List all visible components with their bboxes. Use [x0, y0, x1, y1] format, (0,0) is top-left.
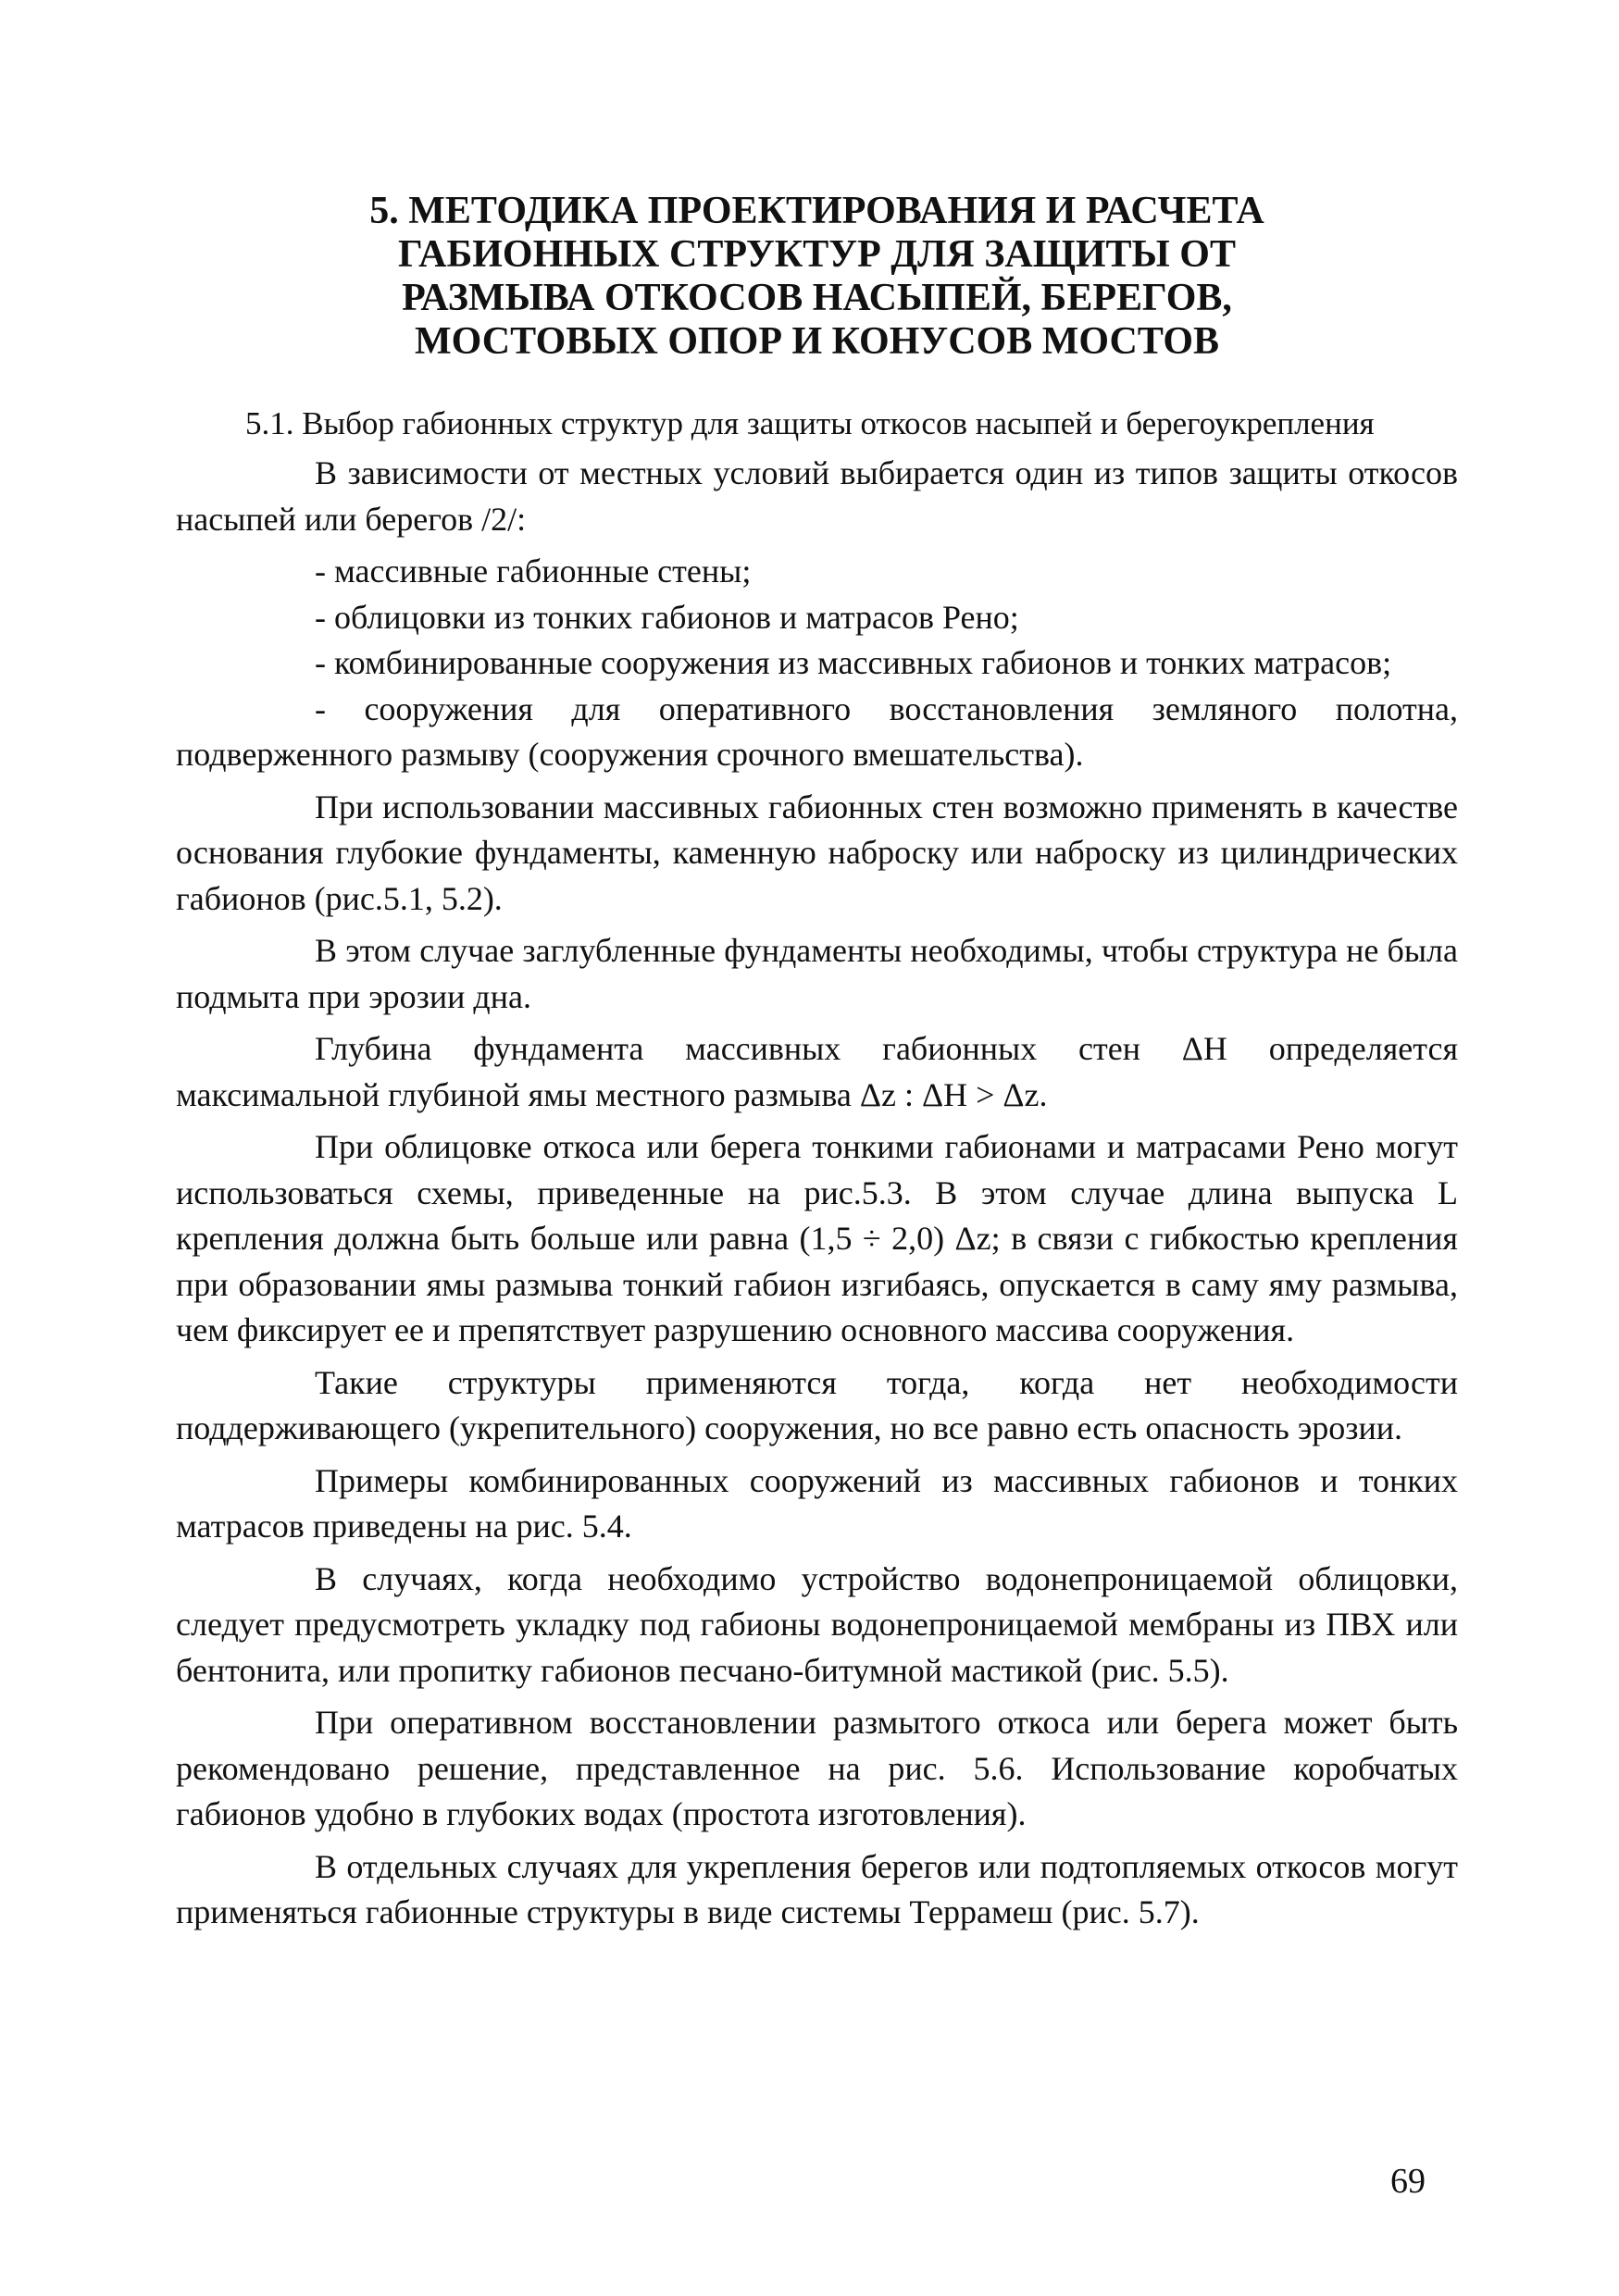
list-item: - массивные габионные стены;	[315, 552, 752, 590]
page-content	[176, 190, 1458, 2272]
heading-line: РАЗМЫВА ОТКОСОВ НАСЫПЕЙ, БЕРЕГОВ,	[402, 277, 1232, 319]
paragraph: В зависимости от местных условий выбирается один из типов защиты откосов насыпей или берегов /2/:	[176, 454, 1458, 538]
paragraph: В случаях, когда необходимо устройство водонепроницаемой облицовки, следует предусмотреть укладку под габионы водонепроницаемой мембраны из ПВХ или бентонита, или пропитку габионов песчано-битумной мастикой (рис. 5.5).	[176, 1559, 1458, 1689]
paragraph: В этом случае заглубленные фундаменты необходимы, чтобы структура не была подмыта при эрозии дна.	[176, 932, 1458, 1015]
page-number: 69	[1390, 2162, 1426, 2201]
heading-line: 5. МЕТОДИКА ПРОЕКТИРОВАНИЯ И РАСЧЕТА	[369, 190, 1264, 232]
paragraph: В отдельных случаях для укрепления берегов или подтопляемых откосов могут применяться габионные структуры в виде системы Террамеш (рис. 5.7).	[176, 1847, 1458, 1930]
subsection-title: 5.1. Выбор габионных структур для защиты откосов насыпей и берегоукрепления	[245, 405, 1375, 441]
paragraph: При использовании массивных габионных стен возможно применять в качестве основания глубокие фундаменты, каменную наброску или наброску из цилиндрических габионов (рис.5.1, 5.2).	[176, 788, 1458, 917]
paragraph: При оперативном восстановлении размытого откоса или берега может быть рекомендовано решение, представленное на рис. 5.6. Использование коробчатых габионов удобно в глубоких водах (простота изготовления).	[176, 1704, 1458, 1832]
list-item: - комбинированные сооружения из массивных габионов и тонких матрасов;	[315, 644, 1392, 681]
section-heading	[176, 190, 1458, 364]
list-item: - облицовки из тонких габионов и матрасов Рено;	[315, 598, 1019, 636]
paragraph: Глубина фундамента массивных габионных стен ΔH определяется максимальной глубиной ямы местного размыва Δz : ΔH > Δz.	[176, 1030, 1458, 1113]
paragraph: При облицовке откоса или берега тонкими габионами и матрасами Рено могут использоваться схемы, приведенные на рис.5.3. В этом случае длина выпуска L крепления должна быть больше или равна (1,5 ÷ 2,0) Δz; в связи с гибкостью крепления при образовании ямы размыва тонкий габион изгибаясь, опускается в саму яму размыва, чем фиксирует ее и препятствует разрушению основного массива сооружения.	[176, 1128, 1458, 1348]
heading-line: ГАБИОННЫХ СТРУКТУР ДЛЯ ЗАЩИТЫ ОТ	[398, 233, 1236, 276]
heading-line: МОСТОВЫХ ОПОР И КОНУСОВ МОСТОВ	[414, 320, 1220, 363]
paragraph: Примеры комбинированных сооружений из массивных габионов и тонких матрасов приведены на рис. 5.4.	[176, 1461, 1458, 1545]
list-item: - сооружения для оперативного восстановления земляного полотна, подверженного размыву (сооружения срочного вмешательства).	[176, 689, 1458, 773]
paragraph: Такие структуры применяются тогда, когда нет необходимости поддерживающего (укрепительного) сооружения, но все равно есть опасность эрозии.	[176, 1363, 1458, 1446]
